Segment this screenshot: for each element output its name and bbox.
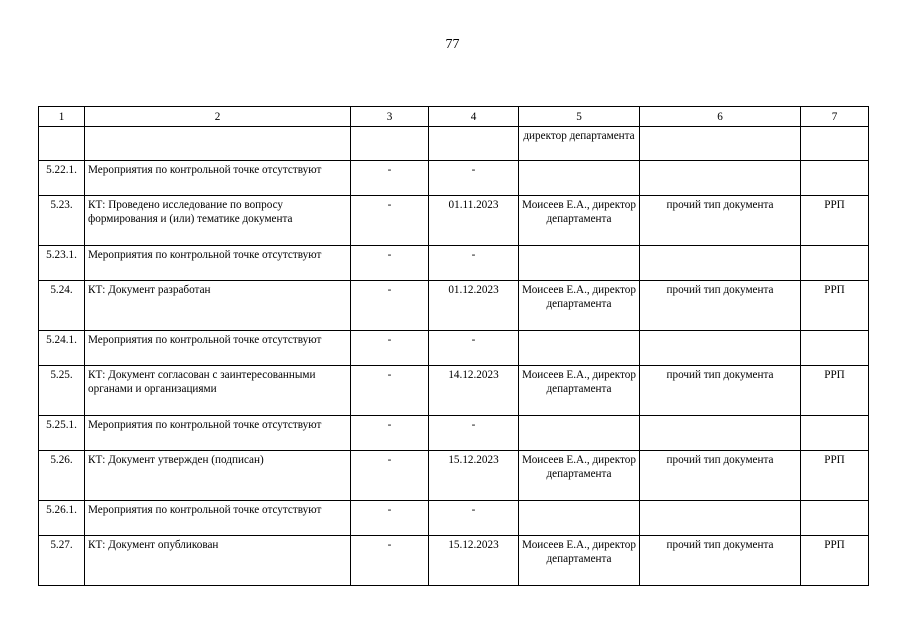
cell-info-system — [801, 331, 869, 366]
cell-event-name: КТ: Документ утвержден (подписан) — [85, 451, 351, 501]
cell-event-name: Мероприятия по контрольной точке отсутствуют — [85, 246, 351, 281]
table-row — [39, 366, 869, 416]
cell-responsible — [519, 161, 640, 196]
cell-document-type: прочий тип документа — [640, 451, 801, 501]
header-col-2: 2 — [85, 107, 351, 127]
cell-responsible: Моисеев Е.А., директор департамента — [519, 451, 640, 501]
cell-prev-value: - — [351, 161, 429, 196]
cell-deadline-date: 15.12.2023 — [429, 451, 519, 501]
cell-document-type: прочий тип документа — [640, 196, 801, 246]
cell-prev-value: - — [351, 451, 429, 501]
cell-prev-value — [351, 127, 429, 161]
cell-responsible: Моисеев Е.А., директор департамента — [519, 536, 640, 586]
cell-row-number: 5.27. — [39, 536, 85, 586]
cell-info-system — [801, 127, 869, 161]
table-row — [39, 536, 869, 586]
cell-responsible: Моисеев Е.А., директор департамента — [519, 366, 640, 416]
cell-responsible: директор департамента — [519, 127, 640, 161]
cell-document-type — [640, 501, 801, 536]
cell-info-system — [801, 416, 869, 451]
cell-event-name: КТ: Проведено исследование по вопросу формирования и (или) тематике документа — [85, 196, 351, 246]
header-row — [39, 107, 869, 127]
cell-prev-value: - — [351, 501, 429, 536]
cell-document-type — [640, 161, 801, 196]
cell-responsible — [519, 246, 640, 281]
cell-document-type — [640, 127, 801, 161]
cell-prev-value: - — [351, 366, 429, 416]
cell-info-system: РРП — [801, 281, 869, 331]
header-col-3: 3 — [351, 107, 429, 127]
cell-row-number: 5.26. — [39, 451, 85, 501]
cell-responsible: Моисеев Е.А., директор департамента — [519, 196, 640, 246]
cell-prev-value: - — [351, 536, 429, 586]
cell-responsible: Моисеев Е.А., директор департамента — [519, 281, 640, 331]
cell-deadline-date — [429, 127, 519, 161]
cell-row-number: 5.23. — [39, 196, 85, 246]
table-row — [39, 416, 869, 451]
cell-event-name: Мероприятия по контрольной точке отсутствуют — [85, 501, 351, 536]
cell-deadline-date: - — [429, 161, 519, 196]
cell-responsible — [519, 331, 640, 366]
table-row — [39, 281, 869, 331]
table-row — [39, 246, 869, 281]
cell-row-number: 5.23.1. — [39, 246, 85, 281]
cell-event-name: Мероприятия по контрольной точке отсутствуют — [85, 416, 351, 451]
cell-deadline-date: - — [429, 331, 519, 366]
cell-row-number: 5.24.1. — [39, 331, 85, 366]
cell-row-number: 5.26.1. — [39, 501, 85, 536]
header-col-6: 6 — [640, 107, 801, 127]
header-col-7: 7 — [801, 107, 869, 127]
cell-deadline-date: 01.11.2023 — [429, 196, 519, 246]
cell-deadline-date: - — [429, 416, 519, 451]
table-row — [39, 331, 869, 366]
cell-info-system: РРП — [801, 366, 869, 416]
header-col-5: 5 — [519, 107, 640, 127]
cell-event-name: КТ: Документ согласован с заинтересованными органами и организациями — [85, 366, 351, 416]
table-body — [39, 127, 869, 586]
cell-deadline-date: 01.12.2023 — [429, 281, 519, 331]
cell-document-type: прочий тип документа — [640, 366, 801, 416]
cell-prev-value: - — [351, 331, 429, 366]
cell-row-number: 5.24. — [39, 281, 85, 331]
table-row — [39, 161, 869, 196]
header-col-4: 4 — [429, 107, 519, 127]
table-row — [39, 196, 869, 246]
table-row — [39, 451, 869, 501]
cell-row-number — [39, 127, 85, 161]
cell-row-number: 5.22.1. — [39, 161, 85, 196]
cell-info-system — [801, 246, 869, 281]
cell-prev-value: - — [351, 281, 429, 331]
page-number: 77 — [445, 37, 460, 52]
cell-event-name: Мероприятия по контрольной точке отсутствуют — [85, 331, 351, 366]
cell-info-system — [801, 501, 869, 536]
cell-event-name — [85, 127, 351, 161]
table-row — [39, 127, 869, 161]
cell-info-system: РРП — [801, 451, 869, 501]
cell-info-system: РРП — [801, 536, 869, 586]
cell-document-type — [640, 416, 801, 451]
cell-row-number: 5.25.1. — [39, 416, 85, 451]
cell-deadline-date: - — [429, 501, 519, 536]
table-row — [39, 501, 869, 536]
cell-document-type — [640, 246, 801, 281]
cell-document-type: прочий тип документа — [640, 536, 801, 586]
cell-deadline-date: - — [429, 246, 519, 281]
cell-deadline-date: 15.12.2023 — [429, 536, 519, 586]
cell-info-system: РРП — [801, 196, 869, 246]
cell-prev-value: - — [351, 196, 429, 246]
cell-event-name: Мероприятия по контрольной точке отсутствуют — [85, 161, 351, 196]
cell-document-type — [640, 331, 801, 366]
cell-event-name: КТ: Документ опубликован — [85, 536, 351, 586]
cell-responsible — [519, 416, 640, 451]
cell-prev-value: - — [351, 246, 429, 281]
cell-event-name: КТ: Документ разработан — [85, 281, 351, 331]
header-col-1: 1 — [39, 107, 85, 127]
cell-prev-value: - — [351, 416, 429, 451]
cell-document-type: прочий тип документа — [640, 281, 801, 331]
plan-table — [38, 106, 869, 586]
cell-row-number: 5.25. — [39, 366, 85, 416]
cell-responsible — [519, 501, 640, 536]
cell-info-system — [801, 161, 869, 196]
cell-deadline-date: 14.12.2023 — [429, 366, 519, 416]
